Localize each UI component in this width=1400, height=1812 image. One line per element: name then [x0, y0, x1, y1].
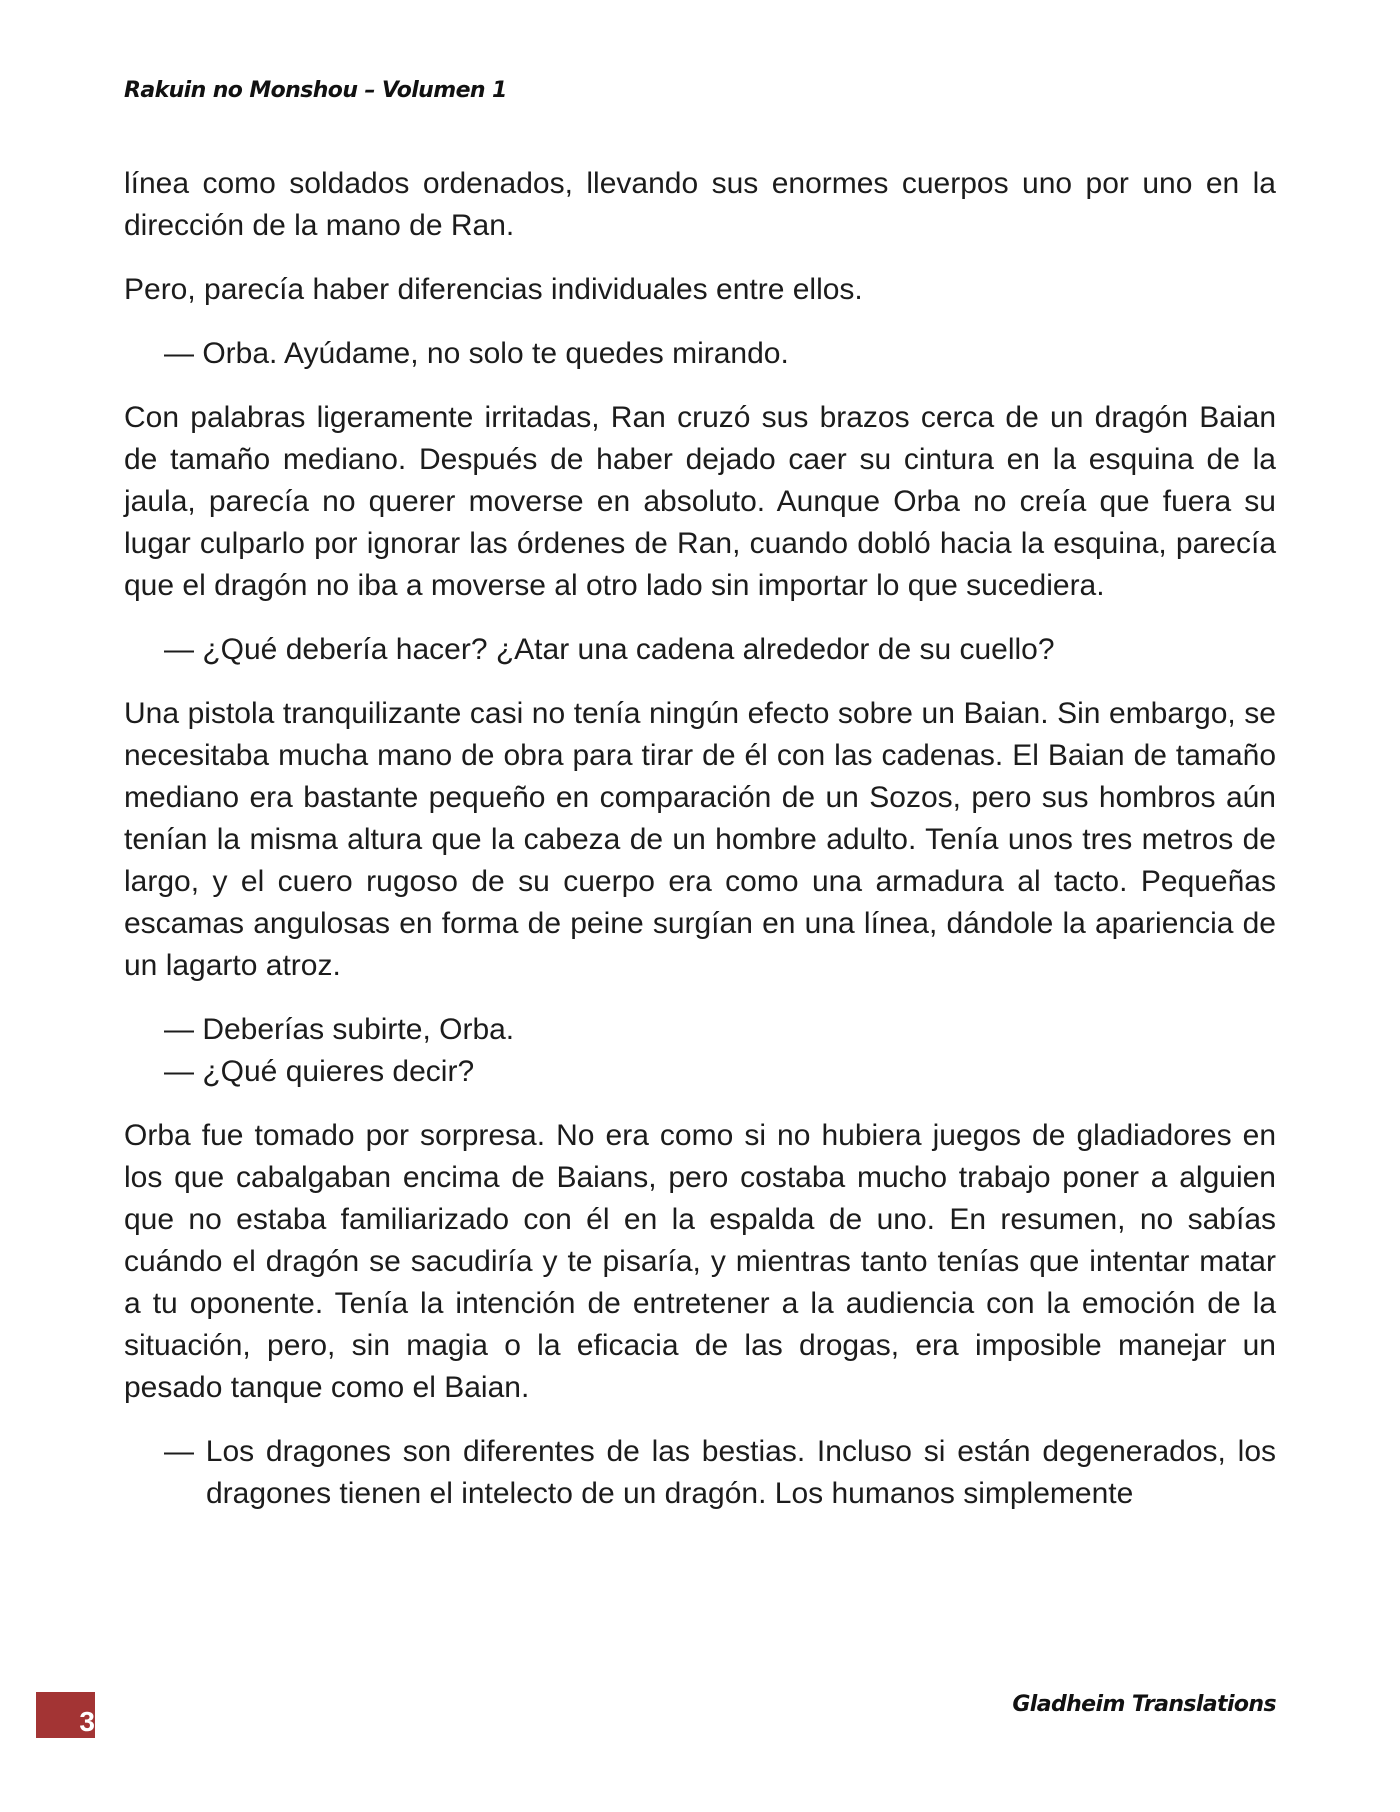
- page-number: 3: [79, 1706, 95, 1737]
- paragraph: Pero, parecía haber diferencias individuales entre ellos.: [124, 273, 863, 306]
- paragraph: línea como soldados ordenados, llevando sus enormes cuerpos uno por uno en la dirección de la mano de Ran.: [124, 167, 1276, 242]
- dialogue-line: — ¿Qué quieres decir?: [164, 1055, 475, 1088]
- paragraph: Con palabras ligeramente irritadas, Ran cruzó sus brazos cerca de un dragón Baian de tamaño mediano. Después de haber dejado caer su cintura en la esquina de la jaula, parecía no querer moverse en absoluto. Aunque Orba no creía que fuera su lugar culparlo por ignorar las órdenes de Ran, cuando dobló hacia la esquina, parecía que el dragón no iba a moverse al otro lado sin importar lo que sucediera.: [124, 401, 1276, 602]
- page-number-badge: [36, 1692, 95, 1742]
- paragraph: Una pistola tranquilizante casi no tenía ningún efecto sobre un Baian. Sin embargo, se necesitaba mucha mano de obra para tirar de él con las cadenas. El Baian de tamaño mediano era bastante pequeño en comparación de un Sozos, pero sus hombros aún tenían la misma altura que la cabeza de un hombre adulto. Tenía unos tres metros de largo, y el cuero rugoso de su cuerpo era como una armadura al tacto. Pequeñas escamas angulosas en forma de peine surgían en una línea, dándole la apariencia de un lagarto atroz.: [124, 697, 1276, 982]
- chapter-body: [124, 163, 1276, 1537]
- dialogue-line: — ¿Qué debería hacer? ¿Atar una cadena alrededor de su cuello?: [164, 633, 1055, 666]
- dialogue-line: — Los dragones son diferentes de las bestias. Incluso si están degenerados, los dragones tienen el intelecto de un dragón. Los humanos simplemente: [164, 1435, 1276, 1510]
- dialogue-line: — Orba. Ayúdame, no solo te quedes mirando.: [164, 337, 789, 370]
- footer-credit: Gladheim Translations: [1012, 1692, 1276, 1717]
- dialogue-line: — Deberías subirte, Orba.: [164, 1013, 515, 1046]
- running-header: Rakuin no Monshou – Volumen 1: [124, 78, 507, 103]
- paragraph: Orba fue tomado por sorpresa. No era como si no hubiera juegos de gladiadores en los que cabalgaban encima de Baians, pero costaba mucho trabajo poner a alguien que no estaba familiarizado con él en la espalda de uno. En resumen, no sabías cuándo el dragón se sacudiría y te pisaría, y mientras tanto tenías que intentar matar a tu oponente. Tenía la intención de entretener a la audiencia con la emoción de la situación, pero, sin magia o la eficacia de las drogas, era imposible manejar un pesado tanque como el Baian.: [124, 1119, 1276, 1404]
